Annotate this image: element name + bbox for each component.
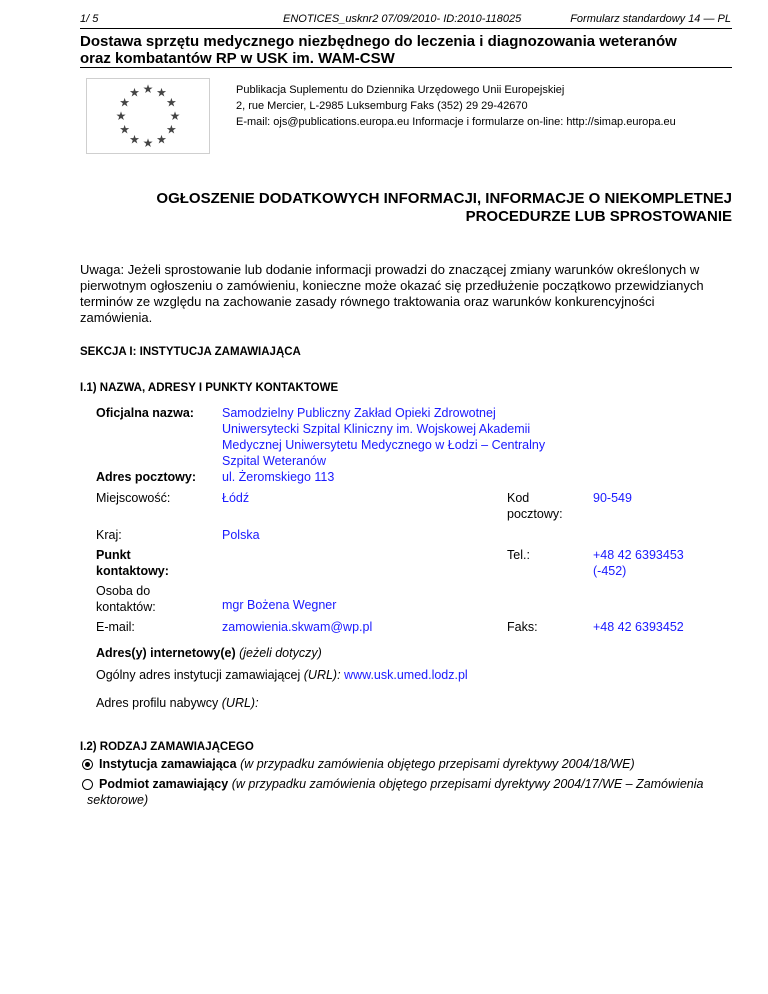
country-label: Kraj:: [96, 528, 122, 542]
fax-value: +48 42 6393452: [593, 620, 684, 634]
email-value[interactable]: zamowienia.skwam@wp.pl: [222, 620, 373, 634]
section-1-heading: SEKCJA I: INSTYTUCJA ZAMAWIAJĄCA: [80, 346, 301, 358]
buyer-profile-row: Adres profilu nabywcy (URL):: [96, 696, 259, 710]
general-address-link[interactable]: www.usk.umed.lodz.pl: [344, 668, 468, 682]
star-icon: ★: [142, 82, 154, 96]
tel-value: +48 42 6393453 (-452): [593, 548, 684, 578]
radio-instytucja[interactable]: [82, 759, 93, 770]
option-instytucja: Instytucja zamawiająca (w przypadku zamówienia objętego przepisami dyrektywy 2004/18/WE): [99, 757, 635, 771]
internet-address-heading: Adres(y) internetowy(e) (jeżeli dotyczy): [96, 646, 322, 660]
postcode-label: Kod pocztowy:: [507, 491, 563, 521]
official-name-value: Samodzielny Publiczny Zakład Opieki Zdrowotnej Uniwersytecki Szpital Kliniczny im. Wojskowej Akademii Medycznej Uniwersytetu Medycznego w Łodzi – Centralny Szpital Weteranów: [222, 406, 546, 468]
general-address-row: Ogólny adres instytucji zamawiającej (URL): www.usk.umed.lodz.pl: [96, 668, 468, 682]
star-icon: ★: [119, 95, 130, 110]
city-label: Miejscowość:: [96, 491, 171, 505]
star-icon: ★: [115, 109, 127, 123]
star-icon: ★: [119, 122, 130, 137]
star-icon: ★: [129, 85, 140, 100]
address-label: Adres pocztowy:: [96, 470, 197, 484]
notice-title: OGŁOSZENIE DODATKOWYCH INFORMACJI, INFORMACJE O NIEKOMPLETNEJ PROCEDURZE LUB SPROSTOWANIE: [156, 190, 732, 225]
option-podmiot: Podmiot zamawiający (w przypadku zamówienia objętego przepisami dyrektywy 2004/17/WE – Zamówienia sektorowe): [87, 777, 704, 807]
star-icon: ★: [156, 85, 167, 100]
official-name-label: Oficjalna nazwa:: [96, 406, 194, 420]
fax-label: Faks:: [507, 620, 538, 634]
eu-stars-icon: [87, 79, 209, 153]
document-title: Dostawa sprzętu medycznego niezbędnego do leczenia i diagnozowania weteranów oraz kombatantów RP w USK im. WAM-CSW: [80, 33, 677, 67]
star-icon: ★: [169, 109, 181, 123]
publisher-info: Publikacja Suplementu do Dziennika Urzędowego Unii Europejskiej 2, rue Mercier, L-2985 Luksemburg Faks (352) 29 29-42670 E-mail: ojs@publications.europa.eu Informacje i formularze on-line: http://simap.europa.eu: [236, 84, 676, 128]
tel-label: Tel.:: [507, 548, 530, 562]
contact-point-label: Punkt kontaktowy:: [96, 548, 169, 578]
star-icon: ★: [142, 136, 154, 150]
document-reference: ENOTICES_usknr2 07/09/2010- ID:2010-118025: [283, 13, 522, 25]
warning-paragraph: Uwaga: Jeżeli sprostowanie lub dodanie informacji prowadzi do znaczącej zmiany warunków określonych w pierwotnym ogłoszeniu o zamówieniu, konieczne może okazać się przedłużenie początkowo przewidzianych terminów ze względu na zachowanie zasady równego traktowania oraz warunków konkurencyjności zamówienia.: [80, 262, 704, 325]
email-label: E-mail:: [96, 620, 135, 634]
postcode-value: 90-549: [593, 491, 632, 505]
form-type: Formularz standardowy 14 — PL: [570, 13, 731, 25]
address-value: ul. Żeromskiego 113: [222, 470, 335, 484]
contact-person-value: mgr Bożena Wegner: [222, 598, 337, 612]
eu-flag-logo: [86, 78, 210, 154]
title-rule: [80, 67, 732, 68]
section-1-1-heading: I.1) NAZWA, ADRESY I PUNKTY KONTAKTOWE: [80, 382, 339, 394]
star-icon: ★: [129, 132, 140, 147]
header-rule: [80, 28, 732, 29]
city-value: Łódź: [222, 491, 250, 505]
contact-person-label: Osoba do kontaktów:: [96, 584, 156, 614]
page-number: 1/ 5: [80, 13, 99, 25]
radio-podmiot[interactable]: [82, 779, 93, 790]
section-1-2-heading: I.2) RODZAJ ZAMAWIAJĄCEGO: [80, 741, 254, 753]
radio-selected-dot: [85, 762, 90, 767]
star-icon: ★: [166, 122, 177, 137]
star-icon: ★: [156, 132, 167, 147]
star-icon: ★: [166, 95, 177, 110]
country-value: Polska: [222, 528, 260, 542]
